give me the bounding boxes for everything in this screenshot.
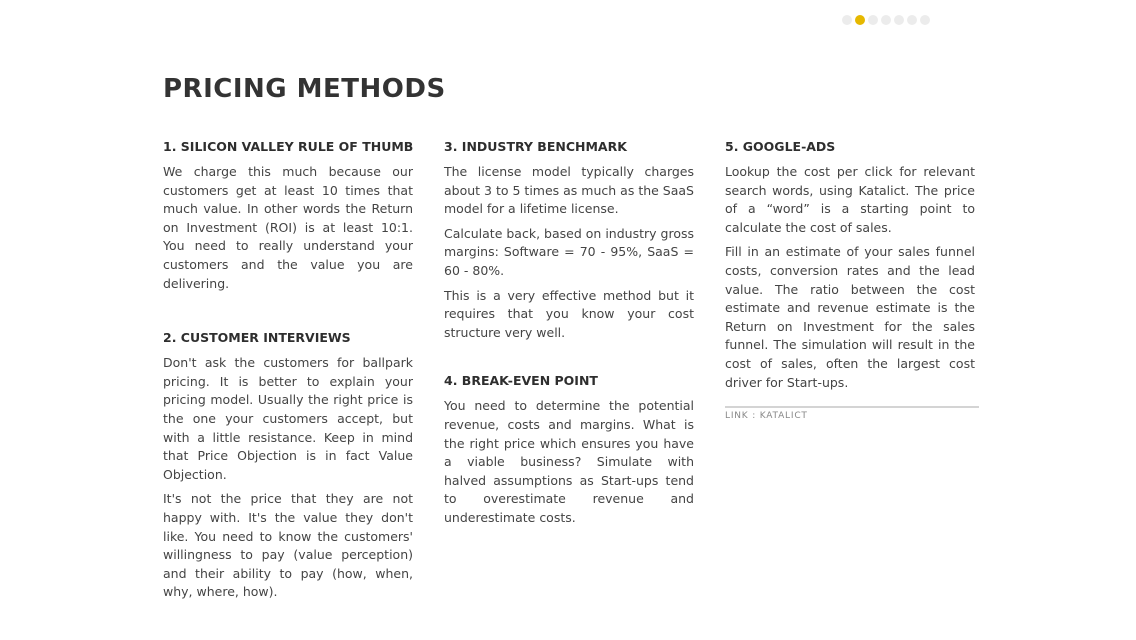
katalict-link[interactable] <box>725 411 975 421</box>
page-dot[interactable] <box>920 15 930 25</box>
section-paragraph: Fill in an estimate of your sales funnel costs, conversion rates and the lead value. The ratio between the cost estimate and revenue estimate is the Return on Investment for the sales funnel. The simulation will result in the cost of sales, often the largest cost driver for Start-ups. <box>725 244 975 390</box>
link-separator: : <box>752 411 757 422</box>
section-title-silicon-valley: 1. SILICON VALLEY RULE OF THUMB <box>163 139 414 154</box>
page-dot[interactable] <box>881 15 891 25</box>
page-dot[interactable] <box>907 15 917 25</box>
section-paragraph: This is a very effective method but it requires that you know your cost structure very well. <box>444 287 694 340</box>
page-dot[interactable] <box>894 15 904 25</box>
column-right <box>725 138 975 421</box>
section-title-customer-interviews: 2. CUSTOMER INTERVIEWS <box>163 330 351 346</box>
section-paragraph: Don't ask the customers for ballpark pricing. It is better to explain your pricing model. Usually the right price is the one your customers accept, but with a little resistance. Keep in mind that Price Objection is in fact Value Objection. <box>163 355 413 482</box>
section-paragraph: The license model typically charges about 3 to 5 times as much as the SaaS model for a lifetime license. <box>444 164 694 217</box>
section-paragraph: It's not the price that they are not happy with. It's the value they don't like. You need to know the customers' willingness to pay (value perception) and their ability to pay (how, when, why, where, how). <box>163 491 413 600</box>
page-dot[interactable] <box>868 15 878 25</box>
page-title: PRICING METHODS <box>163 74 446 104</box>
column-middle <box>444 138 694 534</box>
page-dot[interactable] <box>842 15 852 25</box>
section-title-google-ads: 5. GOOGLE-ADS <box>725 139 836 154</box>
section-paragraph: We charge this much because our customers get at least 10 times that much value. In other words the Return on Investment (ROI) is at least 10:1. You need to really understand your customers and the value you are delivering. <box>163 164 413 291</box>
section-paragraph: You need to determine the potential revenue, costs and margins. What is the right price which ensures you have a viable business? Simulate with halved assumptions as Start-ups tend to overestimate revenue and underestimate costs. <box>444 398 694 525</box>
section-paragraph: Calculate back, based on industry gross margins: Software = 70 - 95%, SaaS = 60 - 80%. <box>444 225 694 278</box>
divider <box>725 406 979 408</box>
section-title-industry-benchmark: 3. INDUSTRY BENCHMARK <box>444 139 627 154</box>
section-paragraph: Lookup the cost per click for relevant search words, using Katalict. The price of a “word” is a starting point to calculate the cost of sales. <box>725 164 975 235</box>
link-label: LINK <box>725 411 749 422</box>
page-dot-active[interactable] <box>855 15 865 25</box>
section-title-break-even: 4. BREAK-EVEN POINT <box>444 373 598 389</box>
column-left <box>163 138 413 608</box>
page-indicator <box>842 15 930 25</box>
link-target[interactable]: KATALICT <box>759 411 808 422</box>
